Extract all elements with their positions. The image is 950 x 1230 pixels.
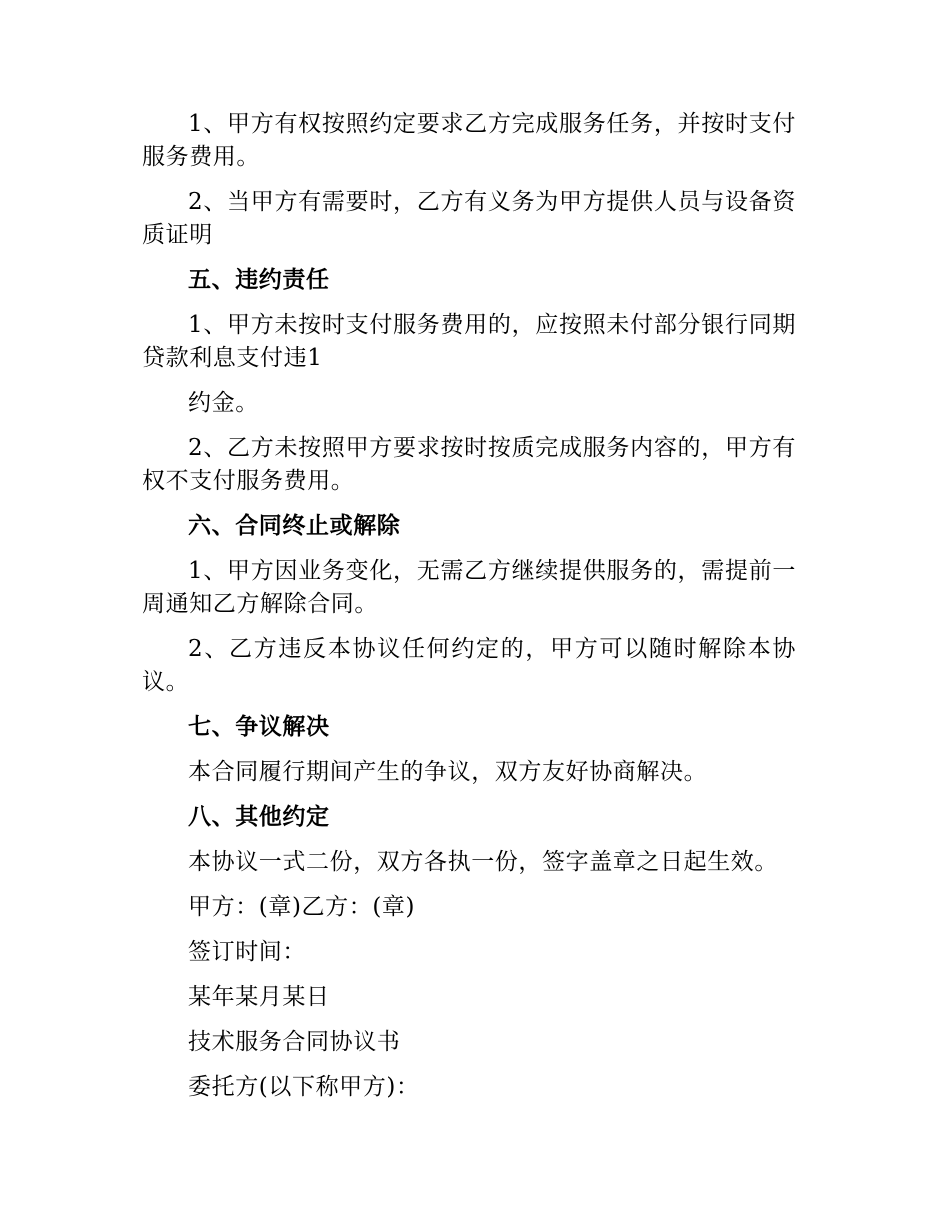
clause-7: 本合同履行期间产生的争议，双方友好协商解决。 <box>188 759 708 785</box>
section-6-heading: 六、合同终止或解除 <box>188 513 401 539</box>
signing-date: 某年某月某日 <box>188 984 330 1010</box>
clause-5-2: 2、乙方未按照甲方要求按时按质完成服务内容的，甲方有权不支付服务费用。 <box>142 435 796 494</box>
clause-6-1: 1、甲方因业务变化，无需乙方继续提供服务的，需提前一周通知乙方解除合同。 <box>142 558 796 617</box>
signing-time-label: 签订时间： <box>188 939 306 965</box>
clause-5-1: 1、甲方未按时支付服务费用的，应按照未付部分银行同期贷款利息支付违1 <box>142 312 796 371</box>
clause-8: 本协议一式二份，双方各执一份，签字盖章之日起生效。 <box>188 849 778 875</box>
section-8-heading: 八、其他约定 <box>188 804 330 830</box>
clause-4-1: 1、甲方有权按照约定要求乙方完成服务任务，并按时支付服务费用。 <box>142 111 796 170</box>
section-5-heading: 五、违约责任 <box>188 267 330 293</box>
clause-6-2: 2、乙方违反本协议任何约定的，甲方可以随时解除本协议。 <box>142 636 796 695</box>
section-7-heading: 七、争议解决 <box>188 714 330 740</box>
clause-4-2: 2、当甲方有需要时，乙方有义务为甲方提供人员与设备资质证明 <box>142 189 796 248</box>
clause-5-1-continued: 约金。 <box>188 390 259 416</box>
document-body <box>142 108 796 1116</box>
signature-line: 甲方：(章)乙方：(章) <box>188 894 416 920</box>
next-document-title: 技术服务合同协议书 <box>188 1029 401 1055</box>
client-party-label: 委托方(以下称甲方)： <box>188 1074 420 1100</box>
